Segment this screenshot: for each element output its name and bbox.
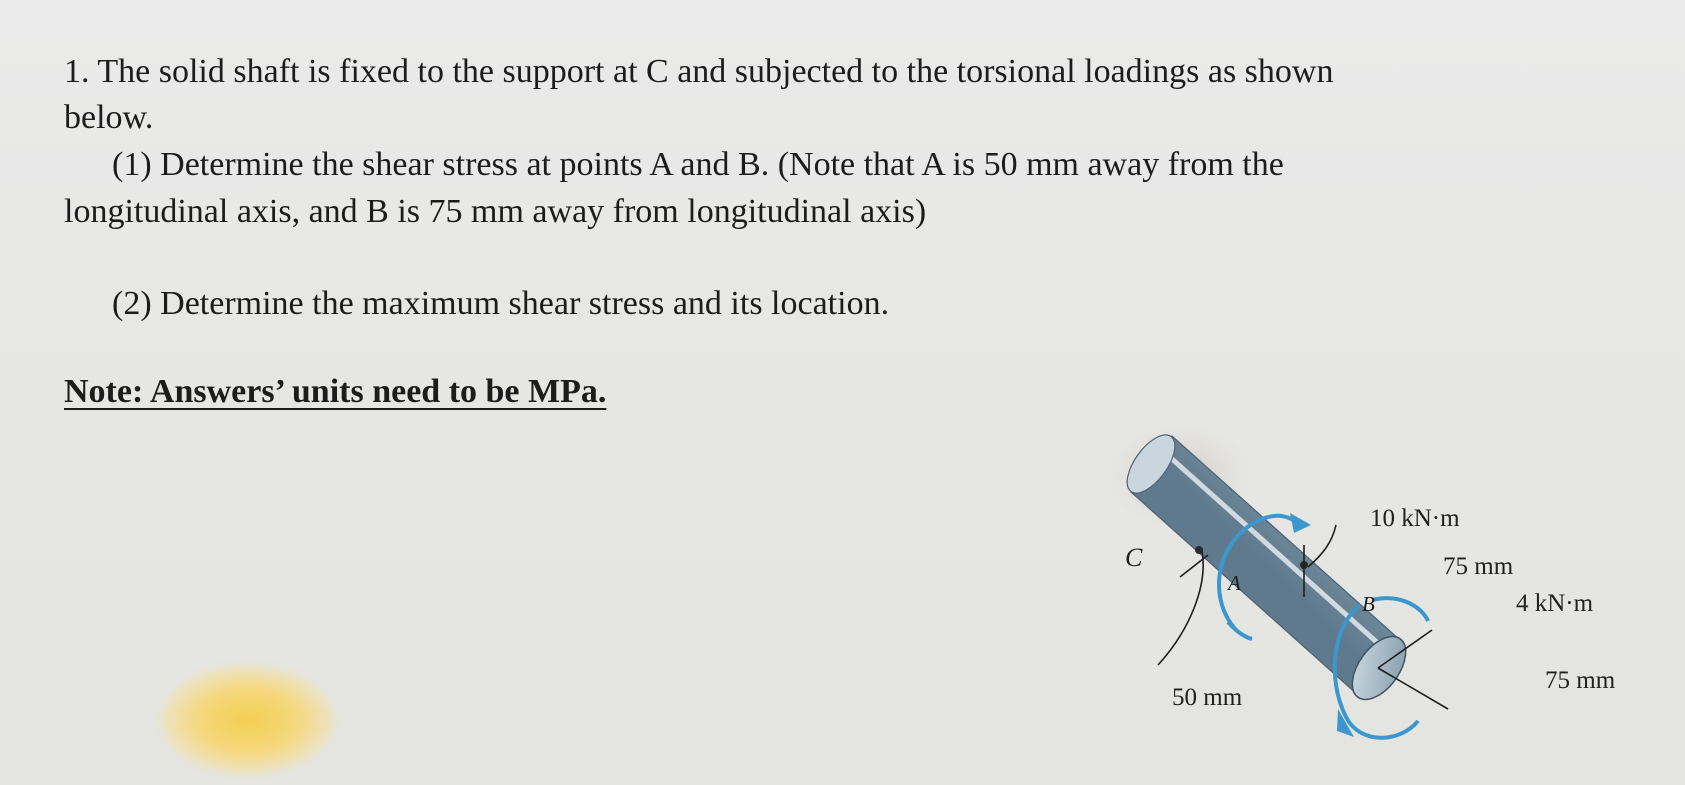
radius-label-end: 75 mm <box>1545 667 1616 694</box>
torque-arrow-4-top <box>1372 598 1428 621</box>
shaft-body <box>1131 436 1400 696</box>
question-1-continued: longitudinal axis, and B is 75 mm away from longitudinal axis) <box>64 193 927 230</box>
units-note: Note: Answers’ units need to be MPa. <box>64 373 607 410</box>
question-2: (2) Determine the maximum shear stress and its location. <box>112 285 890 322</box>
torque-label-4: 4 kN·m <box>1516 590 1594 617</box>
torque-arrow-10-back <box>1228 622 1252 639</box>
radius-label-a: 50 mm <box>1172 684 1243 711</box>
radius-label-b: 75 mm <box>1443 553 1514 580</box>
problem-intro-line: 1. The solid shaft is fixed to the support at C and subjected to the torsional loadings as shown <box>64 53 1334 90</box>
torque-label-10: 10 kN·m <box>1370 505 1460 532</box>
problem-intro-line-2: below. <box>64 99 154 136</box>
shaft-figure <box>1110 425 1680 755</box>
light-glare <box>160 665 335 775</box>
question-1: (1) Determine the shear stress at points A and B. (Note that A is 50 mm away from the <box>112 146 1284 183</box>
support-label-c: C <box>1125 543 1143 572</box>
point-label-b: B <box>1362 592 1375 616</box>
point-a-dimension <box>1158 551 1203 665</box>
point-label-a: A <box>1228 571 1241 595</box>
